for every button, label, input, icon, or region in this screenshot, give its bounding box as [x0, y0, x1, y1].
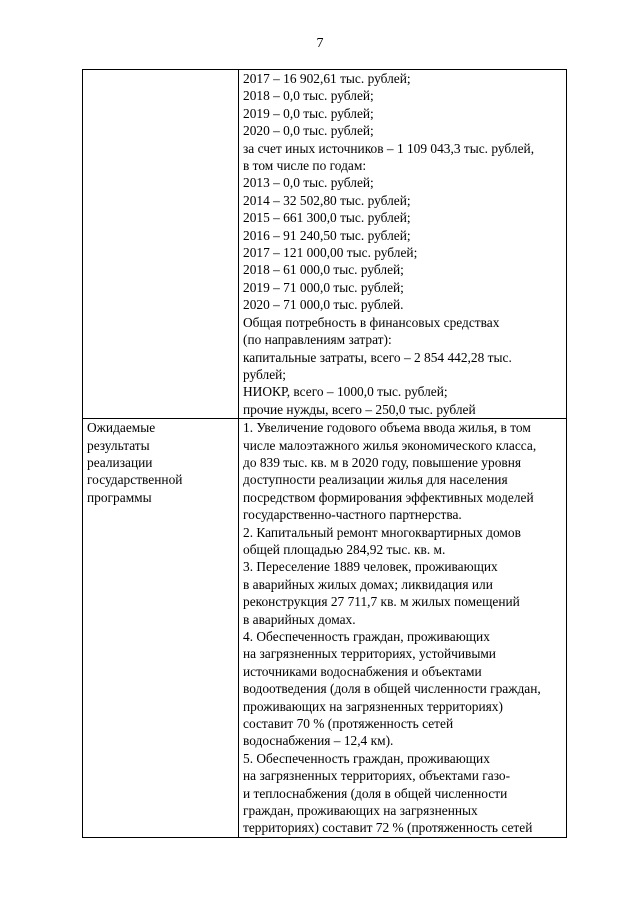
text-line: и теплоснабжения (доля в общей численности: [243, 785, 508, 801]
funding-value-cell: [239, 70, 567, 419]
text-line: общей площадью 284,92 тыс. кв. м.: [243, 541, 446, 557]
results-label-line: государственной: [87, 472, 183, 488]
text-line: капитальные затраты, всего – 2 854 442,28 тыс.: [243, 349, 512, 365]
text-line: граждан, проживающих на загрязненных: [243, 803, 478, 819]
text-line: источниками водоснабжения и объектами: [243, 663, 482, 679]
text-line: 2018 – 0,0 тыс. рублей;: [243, 88, 374, 104]
results-value-cell: [239, 419, 567, 838]
page-number: 7: [316, 36, 324, 51]
results-label-line: результаты: [87, 437, 150, 453]
text-line: доступности реализации жилья для населения: [243, 472, 508, 488]
text-line: государственно-частного партнерства.: [243, 507, 462, 523]
text-line: 2015 – 661 300,0 тыс. рублей;: [243, 210, 411, 226]
text-line: 2020 – 71 000,0 тыс. рублей.: [243, 297, 404, 313]
text-line: на загрязненных территориях, объектами газо-: [243, 768, 511, 784]
text-line: 2016 – 91 240,50 тыс. рублей;: [243, 227, 411, 243]
text-line: числе малоэтажного жилья экономического класса,: [243, 437, 537, 453]
text-line: 3. Переселение 1889 человек, проживающих: [243, 559, 498, 575]
text-line: рублей;: [243, 366, 287, 382]
text-line: водоснабжения – 12,4 км).: [243, 733, 394, 749]
results-label-line: реализации: [87, 454, 153, 470]
text-line: 2017 – 16 902,61 тыс. рублей;: [243, 71, 411, 86]
text-line: в аварийных жилых домах; ликвидация или: [243, 576, 493, 592]
text-line: за счет иных источников – 1 109 043,3 тыс. рублей,: [243, 140, 535, 156]
table-row-funding: [83, 70, 567, 419]
text-line: территориях) составит 72 % (протяженность сетей: [243, 820, 533, 836]
text-line: посредством формирования эффективных моделей: [243, 489, 534, 505]
text-line: НИОКР, всего – 1000,0 тыс. рублей;: [243, 384, 448, 400]
text-line: в том числе по годам:: [243, 158, 367, 174]
text-line: 2019 – 71 000,0 тыс. рублей;: [243, 279, 404, 295]
program-passport-table: [82, 69, 567, 838]
text-line: Общая потребность в финансовых средствах: [243, 314, 500, 330]
text-line: в аварийных домах.: [243, 611, 356, 627]
funding-label-cell: [83, 70, 239, 419]
text-line: 4. Обеспеченность граждан, проживающих: [243, 629, 490, 644]
text-line: проживающих на загрязненных территориях): [243, 698, 503, 714]
text-line: 2014 – 32 502,80 тыс. рублей;: [243, 192, 411, 208]
text-line: водоотведения (доля в общей численности граждан,: [243, 681, 541, 697]
text-line: 2018 – 61 000,0 тыс. рублей;: [243, 262, 404, 278]
text-line: (по направлениям затрат):: [243, 332, 392, 348]
text-line: 2019 – 0,0 тыс. рублей;: [243, 105, 374, 121]
text-line: составит 70 % (протяженность сетей: [243, 716, 454, 732]
results-label-line: программы: [87, 489, 152, 505]
text-line: 2020 – 0,0 тыс. рублей;: [243, 123, 374, 139]
text-line: до 839 тыс. кв. м в 2020 году, повышение уровня: [243, 454, 522, 470]
text-line: 5. Обеспеченность граждан, проживающих: [243, 750, 490, 766]
text-line: 1. Увеличение годового объема ввода жилья, в том: [243, 420, 531, 436]
text-line: 2. Капитальный ремонт многоквартирных домов: [243, 524, 521, 540]
text-line: на загрязненных территориях, устойчивыми: [243, 646, 496, 662]
table-row-expected-results: [83, 419, 567, 838]
text-line: прочие нужды, всего – 250,0 тыс. рублей: [243, 401, 476, 417]
results-label-line: Ожидаемые: [87, 420, 156, 436]
text-line: 2017 – 121 000,00 тыс. рублей;: [243, 245, 418, 261]
results-label-cell: [83, 419, 239, 838]
text-line: реконструкция 27 711,7 кв. м жилых помещений: [243, 594, 520, 610]
text-line: 2013 – 0,0 тыс. рублей;: [243, 175, 374, 191]
